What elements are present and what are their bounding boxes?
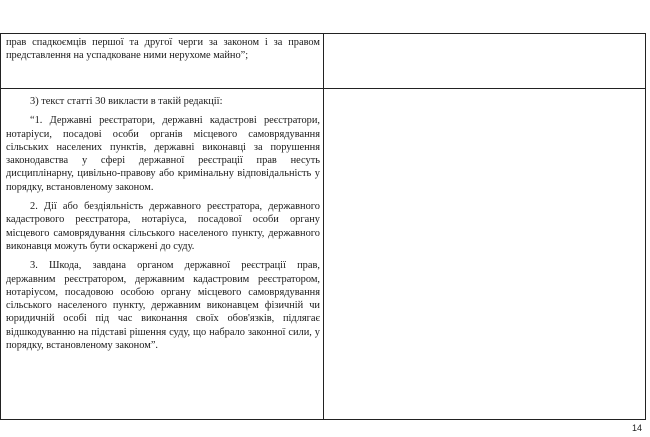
cell-text (324, 89, 645, 91)
cell-text (324, 34, 645, 36)
table-row (1, 34, 646, 89)
page-number: 14 (631, 423, 642, 433)
article-paragraph-2: 2. Дії або бездіяльність державного реєстратора, державного кадастрового реєстратора, нотаріуса, посадової особи органу місцевого самоврядування сільського населеного пункту, державного виконавця можуть бути оскаржені до суду. (6, 201, 320, 252)
table-cell-left (1, 89, 324, 420)
cell-text: прав спадкоємців першої та другої черги за законом і за правом представлення на успадковане ними нерухоме майно”; (6, 37, 320, 62)
article-paragraph-3: 3. Шкода, завдана органом державної реєстрації прав, державним реєстратором, державним кадастровим реєстратором, нотаріусом, посадовою особою органу місцевого самоврядування сільського населеного пункту, державним виконавцем фізичній чи юридичній особі під час виконання своїх обов'язків, підлягає відшкодуванню на підставі рішення суду, що набрало законної сили, у порядку, встановленому законом”. (6, 260, 320, 352)
table-cell-right (324, 89, 646, 420)
article-paragraph-1: “1. Державні реєстратори, державні кадастрові реєстратори, нотаріуси, посадові особи органів місцевого самоврядування сільських населених пунктів, державні виконавці за порушення законодавства у сфері державної реєстрації прав несуть дисциплінарну, цивільно-правову або кримінальну відповідальність у порядку, встановленому законом. (6, 115, 320, 193)
comparison-table (0, 33, 646, 420)
table-cell-right (324, 34, 646, 89)
table-cell-left (1, 34, 324, 89)
table-row (1, 89, 646, 420)
amendment-intro: 3) текст статті 30 викласти в такій редакції: (30, 96, 223, 107)
